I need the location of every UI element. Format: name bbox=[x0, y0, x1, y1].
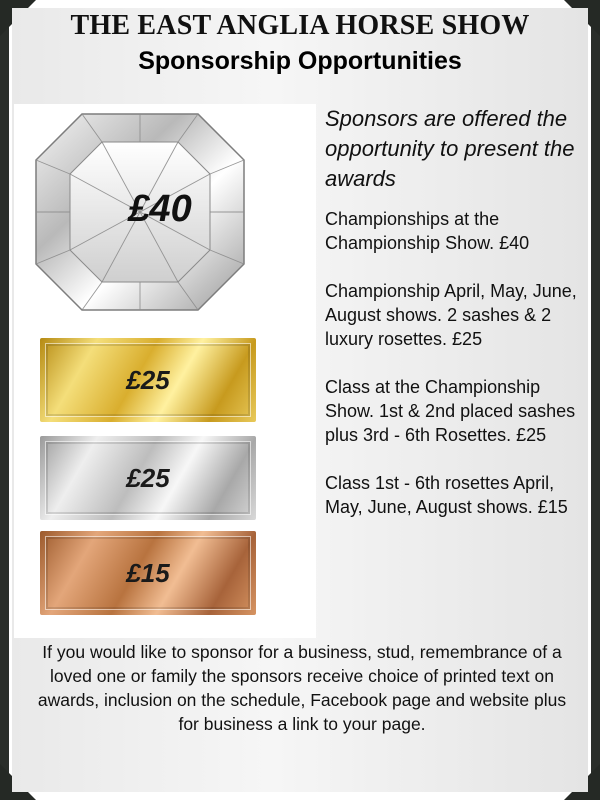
tier-description-bronze: Class 1st - 6th rosettes April, May, June, August shows. £15 bbox=[325, 473, 568, 517]
tier-description-diamond: Championships at the Championship Show. £40 bbox=[325, 209, 530, 253]
diamond-price: £40 bbox=[128, 188, 192, 230]
footer-text: If you would like to sponsor for a business, stud, remembrance of a loved one or family the sponsors receive choice of printed text on awards, inclusion on the schedule, Facebook page and website plus for business a link to your page. bbox=[37, 642, 567, 734]
show-title: THE EAST ANGLIA HORSE SHOW bbox=[70, 10, 530, 41]
tier-description-gold: Championship April, May, June, August shows. 2 sashes & 2 luxury rosettes. £25 bbox=[325, 281, 577, 349]
frame-left-edge bbox=[0, 0, 9, 800]
sponsorship-details bbox=[325, 104, 590, 543]
frame-right-edge bbox=[591, 0, 600, 800]
bronze-plaque bbox=[40, 531, 256, 615]
tier-description-silver: Class at the Championship Show. 1st & 2nd placed sashes plus 3rd - 6th Rosettes. £25 bbox=[325, 377, 576, 445]
gold-plaque bbox=[40, 338, 256, 422]
poster-header bbox=[20, 10, 580, 78]
bronze-price: £15 bbox=[126, 557, 170, 588]
silver-price: £25 bbox=[126, 462, 170, 493]
intro-text: Sponsors are offered the opportunity to present the awards bbox=[325, 106, 575, 191]
price-badges-column bbox=[14, 104, 316, 638]
poster-subtitle: Sponsorship Opportunities bbox=[138, 47, 462, 75]
gold-price: £25 bbox=[126, 364, 170, 395]
silver-plaque bbox=[40, 436, 256, 520]
